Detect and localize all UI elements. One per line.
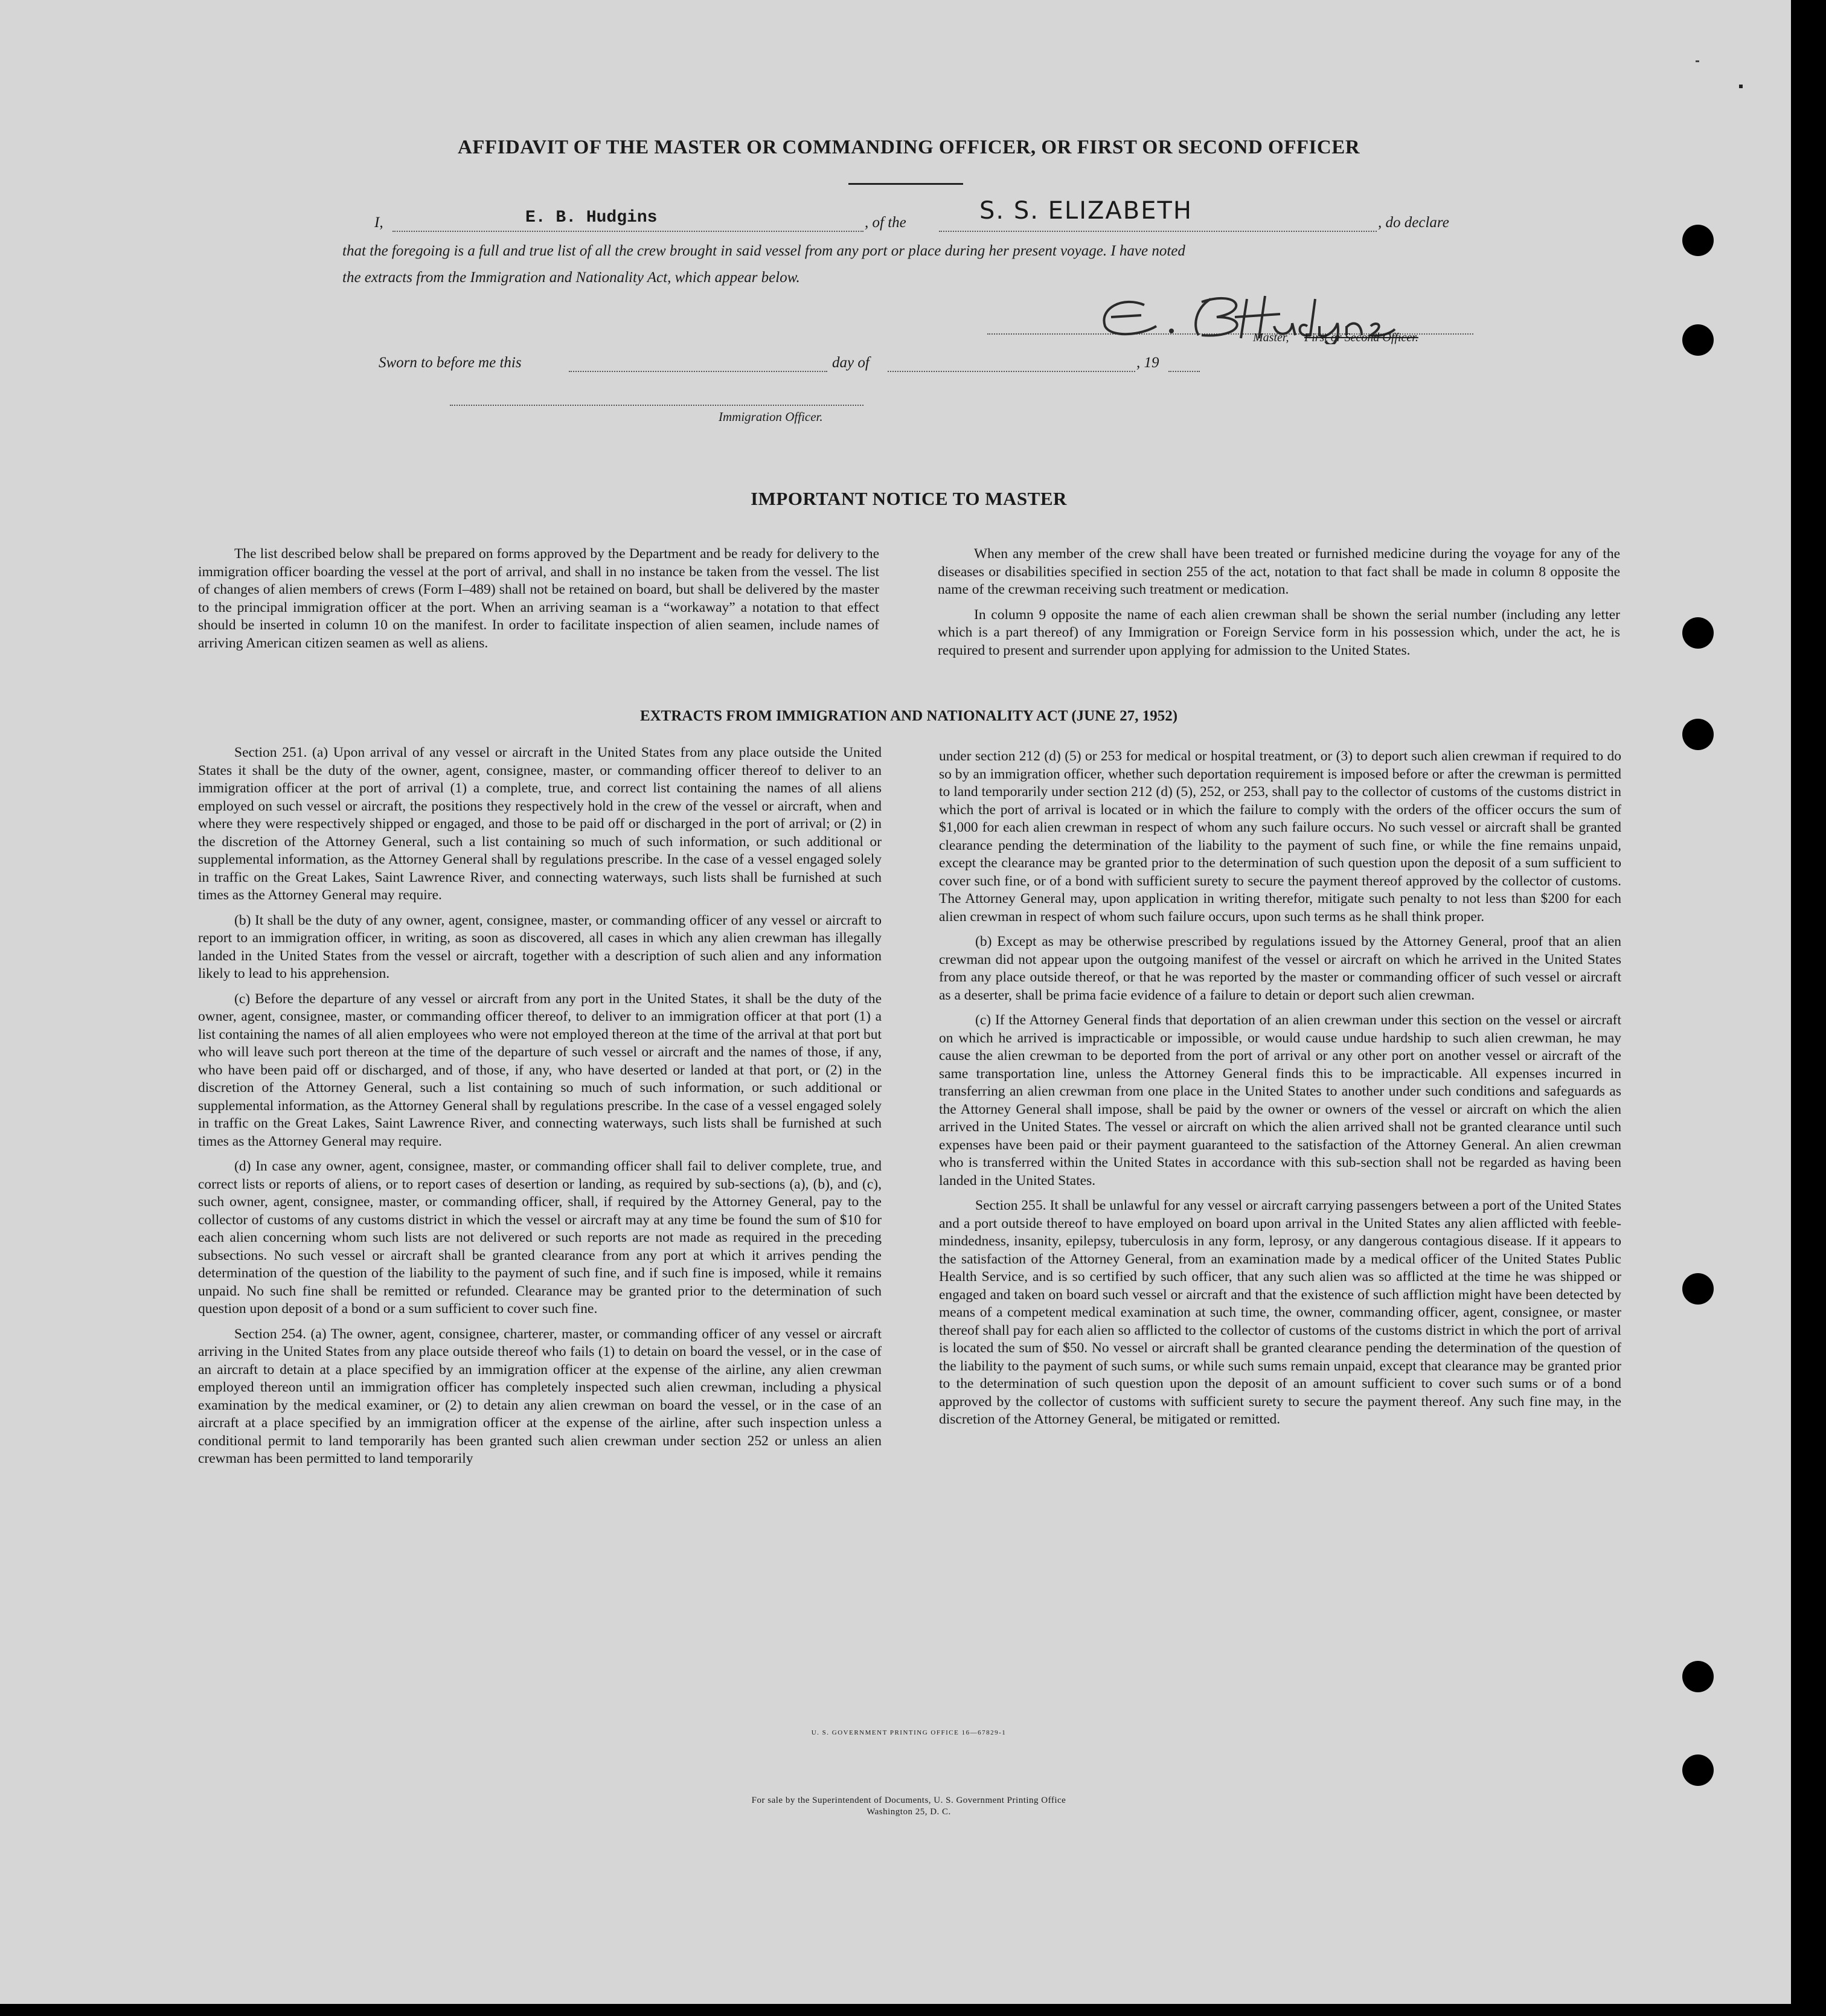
of-the-label: , of the <box>865 214 906 231</box>
sworn-year-field[interactable] <box>1168 356 1200 372</box>
notice-left-column <box>198 545 879 660</box>
extract-paragraph: Section 255. It shall be unlawful for any vessel or aircraft carrying passengers between a port of the United States and a port outside thereof to have employed on board upon arrival in the United States any alien afflicted with feeble-mindedness, insanity, epilepsy, tuberculosis in any form, leprosy, or any dangerous contagious disease. If it appears to the satisfaction of the Attorney General, from an examination made by a medical officer of the United States Public Health Service, and is so certified by such officer, that any such alien was so afflicted at the time he was shipped or engaged and taken on board such vessel or aircraft and that the existence of such affliction might have been detected by means of a competent medical examination at such time, the owner, commanding officer, agent, consignee, or master thereof shall pay for each alien so afflicted to the collector of customs of the customs district in which the port of arrival is located the sum of $50. No vessel or aircraft shall be granted clearance pending the determination of the question of the liability to the payment of such sums, or while such sums remain unpaid, except that clearance may be granted prior to the determination of such question upon the deposit of an amount sufficient to cover such sums or of a bond approved by the collector of customs with sufficient surety to secure the payment thereof. Any such fine may, in the discretion of the Attorney General, be mitigated or remitted. <box>939 1198 1621 1427</box>
struck-officer-label: First or Second Officer. <box>1304 331 1418 344</box>
do-declare-label: , do declare <box>1378 214 1449 231</box>
title-rule <box>848 183 963 185</box>
binder-hole <box>1682 324 1714 356</box>
declaration-line-2: the extracts from the Immigration and Nationality Act, which appear below. <box>342 269 800 286</box>
sale-notice-line-1: For sale by the Superintendent of Documents, U. S. Government Printing Office <box>751 1796 1066 1805</box>
binder-hole <box>1682 1661 1714 1692</box>
extract-paragraph: (b) Except as may be otherwise prescribed by regulations issued by the Attorney General, proof that an alien crewman did not appear upon the outgoing manifest of the vessel or aircraft on which he arrived in the United States from any place outside thereof, or that he was reported by the master or commanding officer of such vessel or aircraft as a deserter, shall be prima facie evidence of a failure to detain or deport such alien crewman. <box>939 934 1621 1003</box>
extract-paragraph: Section 254. (a) The owner, agent, consignee, charterer, master, or commanding officer of any vessel or aircraft arriving in the United States from any place outside thereof who fails (1) to detain on board the vessel, or in the case of an aircraft to detain at a place specified by an immigration officer at the expense of the airline, any alien crewman employed thereon until an immigration officer has completely inspected such alien crewman, including a physical examination by the medical examiner, or (2) to detain any alien crewman on board the vessel, or in the case of an aircraft at a place specified by an immigration officer at the expense of the airline, after such inspection unless a conditional permit to land temporarily has been granted such alien crewman under section 252 or unless an alien crewman has been permitted to land temporarily <box>198 1326 882 1466</box>
extract-paragraph: (c) Before the departure of any vessel or aircraft from any port in the United States, it shall be the duty of the owner, agent, consignee, master, or commanding officer thereof, to deliver to an immigration officer at that port (1) a list containing the names of all alien employees who were not employed thereon at the time of the arrival at that port but who will leave such port thereon at the time of the departure of such vessel or aircraft and the names of those, if any, who have been paid off or discharged, and of those, if any, who have deserted or landed at that port, or (2) in the discretion of the Attorney General, such a list containing so much of such information, or such additional or supplemental information, as the Attorney General shall by regulations prescribe. In the case of a vessel engaged solely in traffic on the Great Lakes, Saint Lawrence River, and connecting waterways, such lists shall be furnished at such times as the Attorney General may require. <box>198 990 882 1149</box>
notice-title: IMPORTANT NOTICE TO MASTER <box>751 488 1067 509</box>
binder-hole <box>1682 1754 1714 1786</box>
notice-paragraph: When any member of the crew shall have been treated or furnished medicine during the voyage for any of the diseases or disabilities specified in section 255 of the act, notation to that fact shall be made in column 8 opposite the name of the crewman receiving such treatment or medication. <box>938 546 1620 597</box>
notice-paragraph: In column 9 opposite the name of each alien crewman shall be shown the serial number (including any letter which is a part thereof) of any Immigration or Foreign Service form in his possession which, under the act, he is required to present and surrender upon applying for admission to the United States. <box>938 606 1620 658</box>
notice-paragraph: The list described below shall be prepared on forms approved by the Department and be ready for delivery to the immigration officer boarding the vessel at the port of arrival, and shall in no instance be taken from the vessel. The list of changes of alien members of crews (Form I–489) shall not be retained on board, but shall be delivered by the master to the principal immigration officer at the port. When an arriving seaman is a “workaway” a notation to that effect should be inserted in column 10 on the manifest. In order to facilitate inspection of alien seamen, include names of arriving American citizen seamen as well as aliens. <box>198 546 879 651</box>
day-of-label: day of <box>832 355 870 371</box>
declaration-line-1: that the foregoing is a full and true list of all the crew brought in said vessel from any port or place during her present voyage. I have noted <box>342 243 1185 259</box>
extract-paragraph: under section 212 (d) (5) or 253 for medical or hospital treatment, or (3) to deport such alien crewman if required to do so by an immigration officer, whether such deportation requirement is imposed before or after the crewman is permitted to land temporarily under section 212 (d) (5), 252, or 253, shall pay to the collector of customs of the customs district in which the port of arrival is located or in which the failure to comply with the orders of the officer occurs the sum of $1,000 for each alien crewman in respect of whom any such failure occurs. No such vessel or aircraft shall be granted clearance pending the determination of the liability to the payment of such fine, or while the fine remains unpaid, except the clearance may be granted prior to the determination of such question upon the deposit of a sum sufficient to cover such fine, or of a bond with sufficient surety to secure the payment thereof approved by the collector of customs. The Attorney General may, upon application in writing therefor, mitigate such penalty to not less than $200 for each alien crewman in respect of whom such failure occurs, upon such terms as he shall think proper. <box>939 748 1621 925</box>
sworn-label: Sworn to before me this <box>379 355 522 371</box>
printer-imprint: U. S. GOVERNMENT PRINTING OFFICE 16—67829-1 <box>811 1729 1007 1736</box>
speck <box>1696 60 1699 62</box>
binder-hole <box>1682 719 1714 750</box>
master-name-value: E. B. Hudgins <box>525 208 658 227</box>
sworn-day-field[interactable] <box>569 356 827 372</box>
year-label: , 19 <box>1136 355 1159 371</box>
speck <box>1739 85 1743 88</box>
vessel-name-value: S. S. ELIZABETH <box>979 197 1193 225</box>
affidavit-title: AFFIDAVIT OF THE MASTER OR COMMANDING OFFICER, OR FIRST OR SECOND OFFICER <box>457 136 1360 158</box>
extract-paragraph: (d) In case any owner, agent, consignee, master, or commanding officer shall fail to deliver complete, true, and correct lists or reports of aliens, or to report cases of desertion or landing, as required by sub-sections (a), (b), and (c), such owner, agent, consignee, master, or commanding officer, shall, if required by the Attorney General, pay to the collector of customs of any customs district in which the vessel or aircraft may at any time be found the sum of $10 for each alien concerning whom such lists are not delivered or such reports are not made as required in the preceding subsections. No such vessel or aircraft shall be granted clearance from any port at which it arrives pending the determination of the question of the liability to the payment of such fine, and if such fine is imposed, while it remains unpaid. No such fine shall be remitted or refunded. Clearance may be granted prior to the determination of such question upon deposit of a bond or a sum sufficient to cover such fine. <box>198 1158 882 1317</box>
extracts-title: EXTRACTS FROM IMMIGRATION AND NATIONALITY ACT (JUNE 27, 1952) <box>639 708 1178 724</box>
binder-hole <box>1682 1273 1714 1305</box>
i-label: I, <box>374 214 383 231</box>
binder-hole <box>1682 225 1714 256</box>
immigration-officer-label: Immigration Officer. <box>719 409 823 424</box>
extracts-right-column <box>939 748 1621 1436</box>
extract-paragraph: Section 251. (a) Upon arrival of any vessel or aircraft in the United States from any place outside the United States it shall be the duty of the owner, agent, consignee, master, or commanding officer thereof to deliver to an immigration officer at the port of arrival (1) a complete, true, and correct list containing the names of all aliens employed on such vessel or aircraft, the positions they respectively hold in the crew of the vessel or aircraft, when and where they were respectively shipped or engaged, and those to be paid off or discharged in the port of arrival; or (2) in the discretion of the Attorney General, such a list containing so much of such information, or such additional or supplemental information, as the Attorney General shall by regulations prescribe. In the case of a vessel engaged solely in traffic on the Great Lakes, Saint Lawrence River, and connecting waterways, such lists shall be furnished at such times as the Attorney General may require. <box>198 745 882 903</box>
notice-right-column <box>938 545 1620 667</box>
extract-paragraph: (c) If the Attorney General finds that deportation of an alien crewman under this section on the vessel or aircraft on which he arrived is impracticable or impossible, or would cause undue hardship to such alien crewman, he may cause the alien crewman to be deported from the port of arrival or any other port on another vessel or aircraft of the same transportation line, unless the Attorney General finds this to be impracticable. All expenses incurred in transferring an alien crewman from one place in the United States to another under such conditions and safeguards as the Attorney General shall impose, shall be paid by the owner or owners of the vessel or aircraft on which the alien arrived in the United States. The vessel or aircraft on which the alien arrived shall not be granted clearance until such expenses have been paid or their payment guaranteed to the satisfaction of the Attorney General. An alien crewman who is transferred within the United States in accordance with this sub-section shall not be regarded as having been landed in the United States. <box>939 1012 1621 1189</box>
binder-hole <box>1682 617 1714 649</box>
master-title-label: Master, <box>1253 331 1289 344</box>
extract-paragraph: (b) It shall be the duty of any owner, agent, consignee, master, or commanding officer of any vessel or aircraft to report to an immigration officer, in writing, as soon as discovered, all cases in which any alien crewman has illegally landed in the United States from the vessel or aircraft, together with a description of such alien and any information likely to lead to his apprehension. <box>198 912 882 981</box>
extracts-left-column <box>198 744 882 1475</box>
sworn-month-field[interactable] <box>888 356 1135 372</box>
officer-signature-field[interactable] <box>450 393 863 406</box>
sale-notice-line-2: Washington 25, D. C. <box>867 1807 951 1817</box>
